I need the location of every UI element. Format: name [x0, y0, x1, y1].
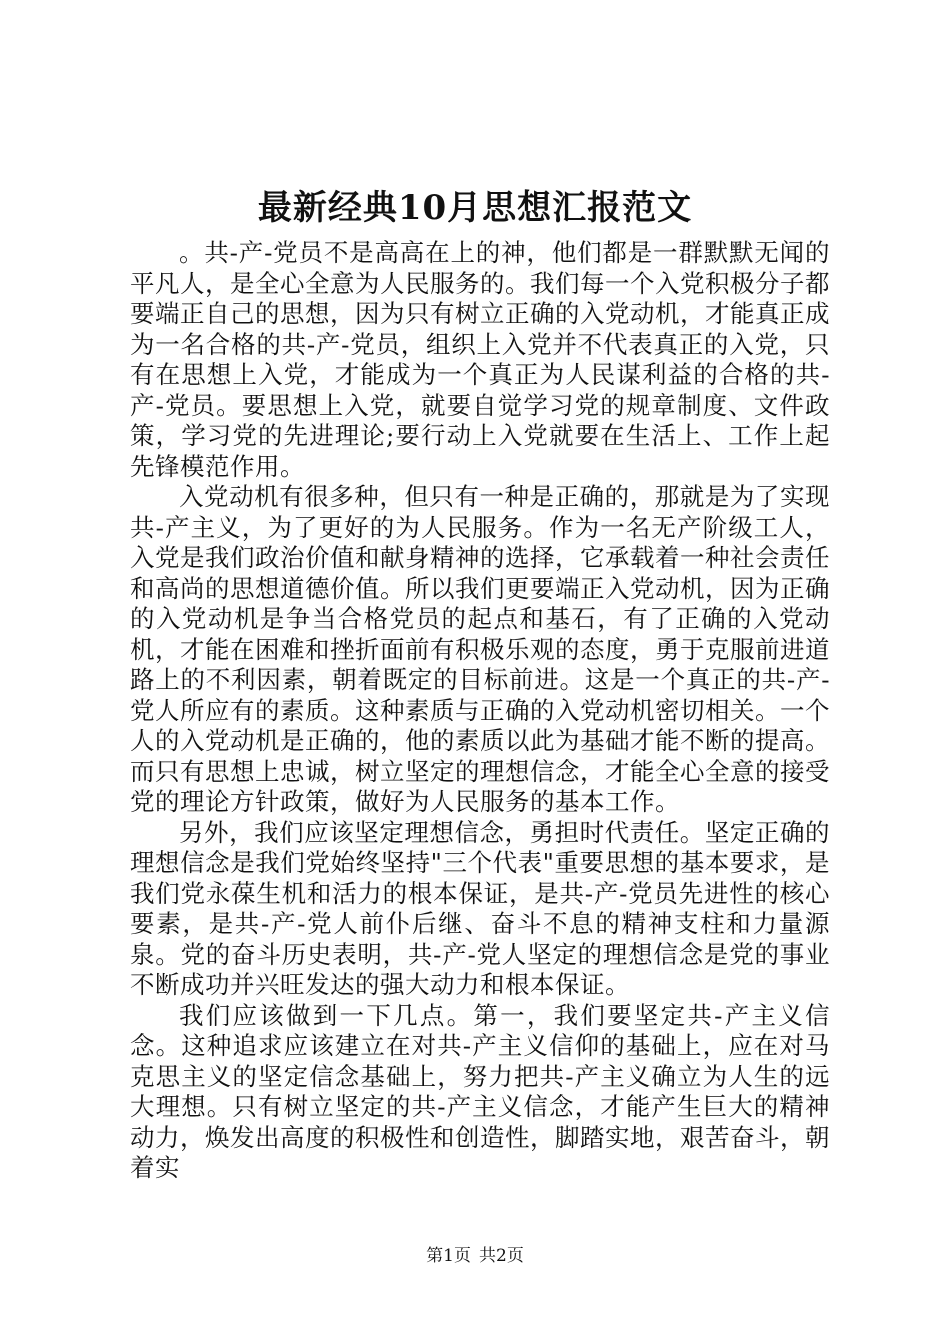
paragraph: 入党动机有很多种，但只有一种是正确的，那就是为了实现共-产主义，为了更好的为人民服务。作为一名无产阶级工人，入党是我们政治价值和献身精神的选择，它承载着一种社会责任和高尚的思想道德价值。所以我们更要端正入党动机，因为正确的入党动机是争当合格党员的起点和基石，有了正确的入党动机，才能在困难和挫折面前有积极乐观的态度，勇于克服前进道路上的不利因素，朝着既定的目标前进。这是一个真正的共-产-党人所应有的素质。这种素质与正确的入党动机密切相关。一个人的入党动机是正确的，他的素质以此为基础才能不断的提高。而只有思想上忠诚，树立坚定的理想信念，才能全心全意的接受党的理论方针政策，做好为人民服务的基本工作。: [130, 482, 830, 816]
page-number: 第1页: [426, 1246, 471, 1266]
document-title: 最新经典10月思想汇报范文: [257, 188, 693, 228]
page-total: 共2页: [479, 1246, 524, 1266]
page-footer: [0, 1244, 950, 1268]
paragraph: 我们应该做到一下几点。第一，我们要坚定共-产主义信念。这种追求应该建立在对共-产主义信仰的基础上，应在对马克思主义的坚定信念基础上，努力把共-产主义确立为人生的远大理想。只有树立坚定的共-产主义信念，才能产生巨大的精神动力，焕发出高度的积极性和创造性，脚踏实地，艰苦奋斗，朝着实: [130, 1000, 830, 1182]
document-body: [130, 238, 830, 1184]
paragraph: 另外，我们应该坚定理想信念，勇担时代责任。坚定正确的理想信念是我们党始终坚持"三个代表"重要思想的基本要求，是我们党永葆生机和活力的根本保证，是共-产-党员先进性的核心要素，是共-产-党人前仆后继、奋斗不息的精神支柱和力量源泉。党的奋斗历史表明，共-产-党人坚定的理想信念是党的事业不断成功并兴旺发达的强大动力和根本保证。: [130, 817, 830, 999]
paragraph: 。共-产-党员不是高高在上的神，他们都是一群默默无闻的平凡人，是全心全意为人民服务的。我们每一个入党积极分子都要端正自己的思想，因为只有树立正确的入党动机，才能真正成为一名合格的共-产-党员，组织上入党并不代表真正的入党，只有在思想上入党，才能成为一个真正为人民谋利益的合格的共-产-党员。要思想上入党，就要自觉学习党的规章制度、文件政策，学习党的先进理论;要行动上入党就要在生活上、工作上起先锋模范作用。: [130, 238, 830, 481]
